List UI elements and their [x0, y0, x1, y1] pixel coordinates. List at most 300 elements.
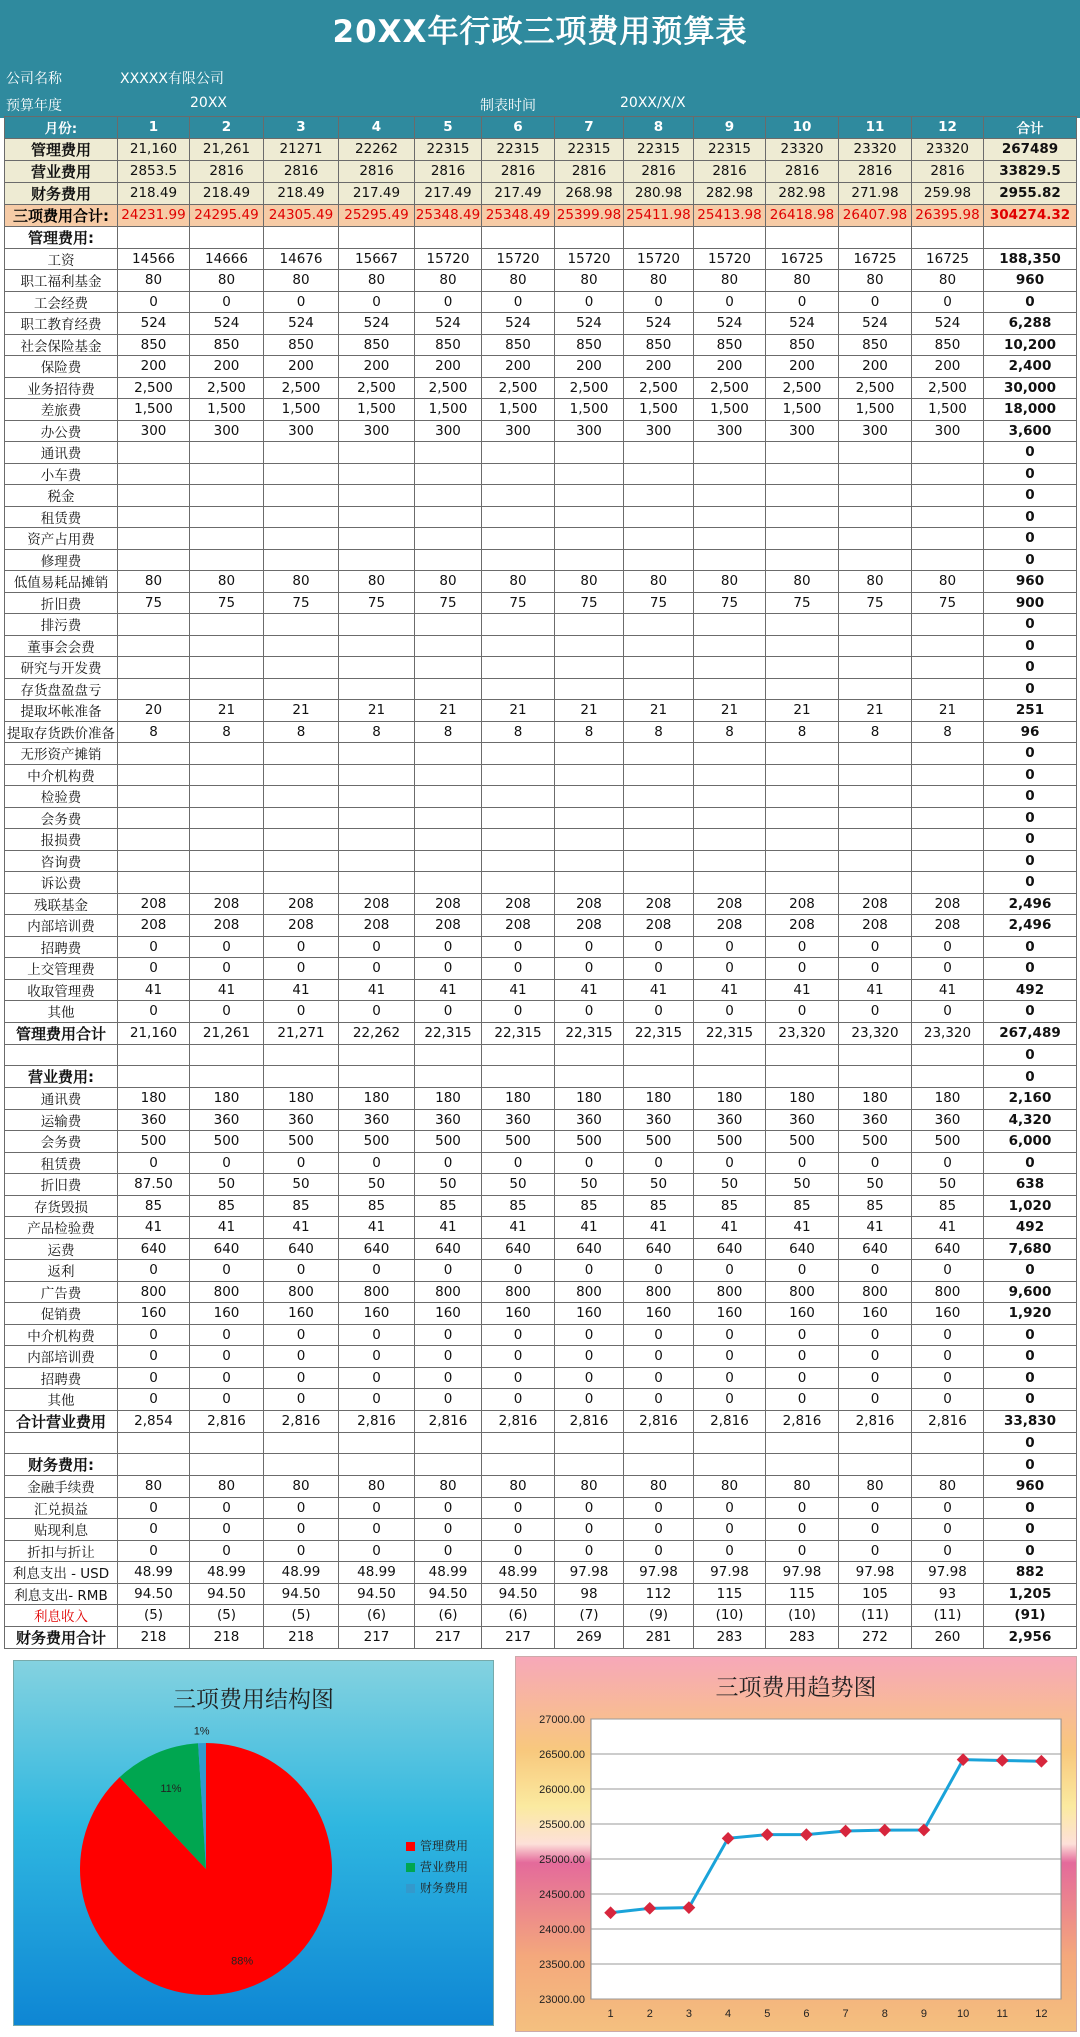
month-value: 217.49 [339, 182, 415, 204]
month-value: 500 [555, 1131, 624, 1153]
row-label: 存货盘盈盘亏 [5, 678, 118, 700]
month-value: 25399.98 [555, 204, 624, 226]
month-value: 500 [118, 1131, 190, 1153]
empty-cell [118, 1044, 190, 1066]
month-value: 75 [339, 592, 415, 614]
month-value [339, 635, 415, 657]
month-value [415, 463, 482, 485]
month-value: 0 [912, 1540, 984, 1562]
month-value [415, 829, 482, 851]
month-value: 180 [624, 1088, 694, 1110]
month-value: 2,816 [190, 1410, 264, 1432]
month-value [415, 743, 482, 765]
month-value: 22,315 [694, 1022, 766, 1044]
month-value [415, 657, 482, 679]
month-value: 160 [839, 1303, 912, 1325]
month-value [482, 549, 555, 571]
row-total: 0 [984, 1044, 1077, 1066]
month-value: 180 [415, 1088, 482, 1110]
month-value [694, 786, 766, 808]
row-label: 存货毁损 [5, 1195, 118, 1217]
month-value: 260 [912, 1626, 984, 1648]
month-value [415, 614, 482, 636]
table-row [5, 1389, 1077, 1411]
month-value [624, 506, 694, 528]
table-row [5, 657, 1077, 679]
month-value: 8 [912, 721, 984, 743]
month-value: 208 [118, 893, 190, 915]
pie-data-label: 11% [160, 1783, 182, 1796]
table-row [5, 528, 1077, 550]
month-value [694, 807, 766, 829]
row-total: 882 [984, 1562, 1077, 1584]
month-value: 94.50 [264, 1583, 339, 1605]
month-value: 0 [555, 936, 624, 958]
empty-cell [555, 1454, 624, 1476]
month-value: 25413.98 [694, 204, 766, 226]
month-value: 21 [415, 700, 482, 722]
month-value: 15667 [339, 248, 415, 270]
table-row [5, 958, 1077, 980]
month-value: 48.99 [118, 1562, 190, 1584]
month-value: 640 [694, 1238, 766, 1260]
month-value: 200 [912, 356, 984, 378]
month-value [118, 657, 190, 679]
month-value [624, 678, 694, 700]
month-value [190, 485, 264, 507]
table-row [5, 1195, 1077, 1217]
month-value: 524 [415, 313, 482, 335]
month-value [339, 614, 415, 636]
empty-cell [912, 226, 984, 248]
month-value: 50 [839, 1174, 912, 1196]
month-value: 0 [264, 1152, 339, 1174]
month-value: 800 [118, 1281, 190, 1303]
month-value: 271.98 [839, 182, 912, 204]
month-value: 14666 [190, 248, 264, 270]
month-value: 85 [190, 1195, 264, 1217]
month-value [694, 528, 766, 550]
month-value: 80 [624, 270, 694, 292]
month-value [766, 807, 839, 829]
month-value: 41 [264, 979, 339, 1001]
month-value: 25295.49 [339, 204, 415, 226]
empty-cell [339, 1044, 415, 1066]
empty-cell [5, 1044, 118, 1066]
month-value [766, 786, 839, 808]
row-label: 会务费 [5, 807, 118, 829]
month-value: 22,315 [482, 1022, 555, 1044]
month-value [264, 549, 339, 571]
month-value: 0 [190, 1497, 264, 1519]
month-value: 0 [190, 1389, 264, 1411]
month-value: 115 [766, 1583, 839, 1605]
month-value: 0 [624, 1519, 694, 1541]
month-value [482, 635, 555, 657]
month-value: 2816 [555, 160, 624, 182]
month-value: 15720 [555, 248, 624, 270]
y-tick-label: 25500.00 [539, 1819, 585, 1831]
row-total: 0 [984, 442, 1077, 464]
month-value: 2816 [839, 160, 912, 182]
empty-cell [482, 1432, 555, 1454]
month-value: 41 [190, 979, 264, 1001]
row-total: 2,400 [984, 356, 1077, 378]
month-value: 0 [912, 958, 984, 980]
month-value: 112 [624, 1583, 694, 1605]
month-value: 0 [766, 1001, 839, 1023]
row-total: 0 [984, 678, 1077, 700]
row-total: 0 [984, 528, 1077, 550]
month-value [912, 463, 984, 485]
row-total: 267,489 [984, 1022, 1077, 1044]
row-label: 社会保险基金 [5, 334, 118, 356]
summary-label: 管理费用 [5, 138, 118, 160]
row-label: 返利 [5, 1260, 118, 1282]
month-value: 200 [694, 356, 766, 378]
month-value: 0 [555, 1346, 624, 1368]
row-label: 中介机构费 [5, 764, 118, 786]
row-label: 咨询费 [5, 850, 118, 872]
month-value [415, 807, 482, 829]
month-value [839, 485, 912, 507]
month-value: 0 [912, 1497, 984, 1519]
month-value: 8 [624, 721, 694, 743]
month-value: 0 [190, 1260, 264, 1282]
empty-cell [118, 1432, 190, 1454]
month-value: 85 [555, 1195, 624, 1217]
table-row [5, 1346, 1077, 1368]
table-row [5, 936, 1077, 958]
month-value [839, 442, 912, 464]
month-value [415, 485, 482, 507]
row-total: 33829.5 [984, 160, 1077, 182]
table-row [5, 1324, 1077, 1346]
month-value [624, 463, 694, 485]
month-value [912, 485, 984, 507]
month-value: 80 [339, 1476, 415, 1498]
month-value [912, 442, 984, 464]
month-value: 80 [482, 270, 555, 292]
month-header: 11 [839, 117, 912, 139]
month-value: 2,500 [482, 377, 555, 399]
month-value: 0 [482, 1260, 555, 1282]
month-value: 524 [482, 313, 555, 335]
row-label: 其他 [5, 1001, 118, 1023]
month-value: 0 [624, 1324, 694, 1346]
month-value [555, 678, 624, 700]
row-total: 0 [984, 1001, 1077, 1023]
month-value [264, 872, 339, 894]
empty-cell [264, 1044, 339, 1066]
month-value: 360 [912, 1109, 984, 1131]
month-value: 1,500 [118, 399, 190, 421]
row-label: 诉讼费 [5, 872, 118, 894]
month-header: 1 [118, 117, 190, 139]
empty-cell [912, 1066, 984, 1088]
empty-cell [555, 226, 624, 248]
table-row [5, 829, 1077, 851]
empty-cell [555, 1432, 624, 1454]
month-value: 360 [624, 1109, 694, 1131]
month-value [555, 786, 624, 808]
month-value [415, 850, 482, 872]
month-value: 85 [766, 1195, 839, 1217]
empty-cell [482, 1066, 555, 1088]
empty-cell [839, 1044, 912, 1066]
month-value [118, 829, 190, 851]
month-value: 524 [694, 313, 766, 335]
legend-swatch [406, 1842, 415, 1851]
month-value: 208 [839, 893, 912, 915]
month-value: 0 [766, 1152, 839, 1174]
row-label: 上交管理费 [5, 958, 118, 980]
row-total: 0 [984, 743, 1077, 765]
month-value [339, 743, 415, 765]
month-value [555, 485, 624, 507]
month-value: 50 [339, 1174, 415, 1196]
month-value: 500 [415, 1131, 482, 1153]
month-value [482, 614, 555, 636]
month-value: 208 [190, 915, 264, 937]
month-value: 0 [555, 1497, 624, 1519]
month-value: 93 [912, 1583, 984, 1605]
month-value: 0 [555, 291, 624, 313]
month-value: 2816 [264, 160, 339, 182]
month-value: 94.50 [190, 1583, 264, 1605]
y-tick-label: 23500.00 [539, 1959, 585, 1971]
month-value: 0 [694, 1260, 766, 1282]
month-value [190, 872, 264, 894]
row-label: 差旅费 [5, 399, 118, 421]
month-value: 300 [555, 420, 624, 442]
row-label: 排污费 [5, 614, 118, 636]
table-row [5, 571, 1077, 593]
month-value [766, 872, 839, 894]
month-value [912, 786, 984, 808]
month-value: 0 [766, 1324, 839, 1346]
month-value: 2816 [339, 160, 415, 182]
month-value [339, 657, 415, 679]
month-value: 200 [264, 356, 339, 378]
row-total: 0 [984, 872, 1077, 894]
month-value [912, 657, 984, 679]
month-value: 50 [694, 1174, 766, 1196]
month-value [339, 786, 415, 808]
empty-cell [624, 1044, 694, 1066]
month-value: 0 [912, 1389, 984, 1411]
sales-subtotal-label: 合计营业费用 [5, 1410, 118, 1432]
month-value: 200 [839, 356, 912, 378]
month-value: 160 [555, 1303, 624, 1325]
month-value [839, 657, 912, 679]
row-label: 提取坏帐准备 [5, 700, 118, 722]
row-label: 利息支出 - USD [5, 1562, 118, 1584]
company-value: XXXXX有限公司 [120, 71, 224, 87]
row-total: 0 [984, 1540, 1077, 1562]
month-value: 0 [694, 1324, 766, 1346]
month-value: 2816 [415, 160, 482, 182]
month-value [766, 614, 839, 636]
month-value: 0 [555, 1324, 624, 1346]
row-total: 0 [984, 614, 1077, 636]
section-label: 营业费用: [5, 1066, 118, 1088]
month-value: 97.98 [624, 1562, 694, 1584]
month-value: 0 [482, 1367, 555, 1389]
month-value: 180 [339, 1088, 415, 1110]
month-value: 0 [190, 291, 264, 313]
table-row [5, 463, 1077, 485]
empty-cell [912, 1044, 984, 1066]
month-value: 8 [339, 721, 415, 743]
month-value: 180 [555, 1088, 624, 1110]
blank-row [5, 1044, 1077, 1066]
table-row [5, 1088, 1077, 1110]
month-value: 85 [339, 1195, 415, 1217]
month-value: 23,320 [766, 1022, 839, 1044]
month-value: 21 [766, 700, 839, 722]
row-total: 0 [984, 1367, 1077, 1389]
structure-chart [13, 1660, 494, 2026]
month-value: 0 [766, 1540, 839, 1562]
table-row [5, 1022, 1077, 1044]
month-value: 85 [694, 1195, 766, 1217]
legend-label: 财务费用 [420, 1881, 469, 1895]
month-value: 360 [766, 1109, 839, 1131]
row-label: 业务招待费 [5, 377, 118, 399]
structure-chart-title: 三项费用结构图 [173, 1687, 334, 1713]
month-value: 300 [264, 420, 339, 442]
month-value [264, 614, 339, 636]
month-value: 22,315 [555, 1022, 624, 1044]
month-value: 24231.99 [118, 204, 190, 226]
month-value: 24295.49 [190, 204, 264, 226]
row-total: 0 [984, 463, 1077, 485]
month-value: 41 [339, 1217, 415, 1239]
month-value [339, 549, 415, 571]
month-value: 0 [839, 1324, 912, 1346]
month-value: 85 [118, 1195, 190, 1217]
month-value [118, 485, 190, 507]
month-value: 0 [482, 1152, 555, 1174]
month-value: 0 [839, 958, 912, 980]
month-value: 0 [766, 1389, 839, 1411]
month-value [339, 829, 415, 851]
row-total: 0 [984, 1346, 1077, 1368]
month-value: 2,500 [118, 377, 190, 399]
month-value: 0 [624, 291, 694, 313]
month-value: 360 [839, 1109, 912, 1131]
summary-label: 营业费用 [5, 160, 118, 182]
table-row [5, 614, 1077, 636]
month-value: 0 [766, 1367, 839, 1389]
table-row [5, 1410, 1077, 1432]
month-value: 0 [118, 1346, 190, 1368]
month-value: 160 [190, 1303, 264, 1325]
empty-cell [190, 1066, 264, 1088]
month-value: 22315 [415, 138, 482, 160]
month-value [624, 786, 694, 808]
month-value: 21,160 [118, 1022, 190, 1044]
month-value: 800 [190, 1281, 264, 1303]
month-value: 0 [555, 1152, 624, 1174]
row-total: 0 [984, 549, 1077, 571]
month-value [839, 786, 912, 808]
row-total: 0 [984, 1432, 1077, 1454]
month-value: 300 [624, 420, 694, 442]
month-value: 0 [415, 1324, 482, 1346]
month-value [624, 442, 694, 464]
month-value [415, 872, 482, 894]
row-label: 内部培训费 [5, 915, 118, 937]
month-value: 21 [339, 700, 415, 722]
month-value: 2,500 [694, 377, 766, 399]
month-value: 500 [339, 1131, 415, 1153]
month-value: 41 [118, 979, 190, 1001]
month-value [190, 657, 264, 679]
empty-cell [694, 1044, 766, 1066]
month-header: 9 [694, 117, 766, 139]
month-value: 21,261 [190, 138, 264, 160]
month-value: 0 [415, 1540, 482, 1562]
month-value: 0 [694, 1540, 766, 1562]
month-value: 0 [264, 291, 339, 313]
x-tick-label: 1 [607, 2008, 614, 2020]
row-total: 0 [984, 1324, 1077, 1346]
month-value: 75 [555, 592, 624, 614]
month-value: 80 [624, 1476, 694, 1498]
table-row [5, 270, 1077, 292]
page-title: 20XX年行政三项费用预算表 [332, 14, 748, 50]
row-label: 资产占用费 [5, 528, 118, 550]
month-value: 80 [694, 571, 766, 593]
month-value: 0 [694, 1152, 766, 1174]
month-value: 640 [118, 1238, 190, 1260]
month-value: 0 [694, 1001, 766, 1023]
month-value: 0 [339, 1346, 415, 1368]
month-value: 80 [839, 270, 912, 292]
row-total: 2,496 [984, 915, 1077, 937]
month-value: 41 [766, 1217, 839, 1239]
month-value: 80 [118, 270, 190, 292]
row-label: 运费 [5, 1238, 118, 1260]
month-value: 217 [415, 1626, 482, 1648]
month-value: 208 [555, 915, 624, 937]
month-value: 80 [264, 571, 339, 593]
month-value: 0 [555, 1001, 624, 1023]
empty-cell [766, 1432, 839, 1454]
month-value: 0 [624, 1389, 694, 1411]
summary-label: 财务费用 [5, 182, 118, 204]
month-value: 2,500 [624, 377, 694, 399]
month-value: (10) [694, 1605, 766, 1627]
table-row [5, 850, 1077, 872]
month-value: 524 [555, 313, 624, 335]
month-value: 0 [264, 1001, 339, 1023]
month-value: 21 [912, 700, 984, 722]
month-value [555, 850, 624, 872]
row-total: 0 [984, 1066, 1077, 1088]
section-label: 管理费用: [5, 226, 118, 248]
month-value [694, 485, 766, 507]
month-value [415, 786, 482, 808]
row-label: 税金 [5, 485, 118, 507]
month-value: 218.49 [190, 182, 264, 204]
table-row [5, 485, 1077, 507]
month-value: 0 [624, 1152, 694, 1174]
month-value: 300 [415, 420, 482, 442]
month-value: 300 [190, 420, 264, 442]
